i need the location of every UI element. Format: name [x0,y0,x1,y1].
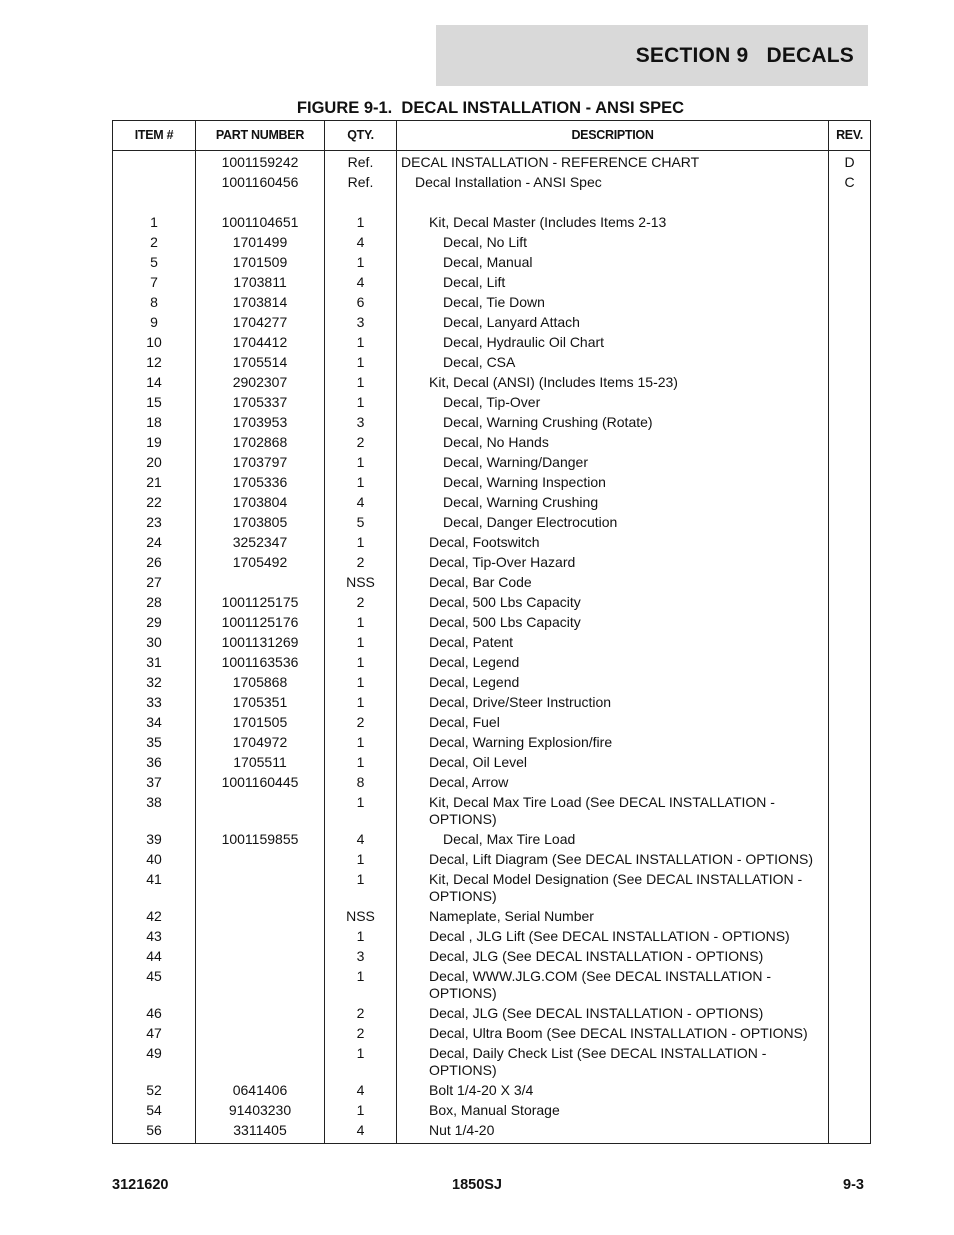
table-row [113,1121,871,1144]
column-header-item: ITEM # [113,121,196,151]
cell-quantity: 6 [325,293,397,313]
cell-revision [829,573,871,593]
cell-quantity: 2 [325,1024,397,1044]
cell-revision [829,907,871,927]
cell-part-number [196,850,325,870]
cell-part-number: 1001159242 [196,151,325,174]
cell-part-number [196,927,325,947]
cell-quantity: 1 [325,693,397,713]
cell-item-number: 38 [113,793,196,830]
table-row [113,1024,871,1044]
cell-description: Kit, Decal Master (Includes Items 2-13 [397,213,829,233]
cell-item-number: 15 [113,393,196,413]
table-row [113,633,871,653]
cell-item-number: 7 [113,273,196,293]
table-row [113,1081,871,1101]
cell-part-number: 1705337 [196,393,325,413]
table-row [113,593,871,613]
column-header-qty: QTY. [325,121,397,151]
cell-part-number: 1001160445 [196,773,325,793]
cell-item-number [113,151,196,174]
cell-description: Decal, Danger Electrocution [397,513,829,533]
cell-revision [829,553,871,573]
cell-revision [829,713,871,733]
cell-quantity: 3 [325,413,397,433]
table-row [113,173,871,193]
cell-part-number [196,193,325,213]
cell-description: Decal, JLG (See DECAL INSTALLATION - OPTIONS) [397,1004,829,1024]
cell-revision [829,593,871,613]
cell-part-number: 1701505 [196,713,325,733]
cell-revision [829,253,871,273]
cell-item-number: 30 [113,633,196,653]
table-row [113,473,871,493]
cell-revision [829,633,871,653]
table-row [113,773,871,793]
cell-part-number [196,573,325,593]
cell-description: Decal, JLG (See DECAL INSTALLATION - OPTIONS) [397,947,829,967]
table-row [113,733,871,753]
cell-description: Decal, Warning Crushing [397,493,829,513]
cell-quantity: 1 [325,850,397,870]
table-row [113,753,871,773]
cell-revision [829,830,871,850]
cell-item-number: 49 [113,1044,196,1081]
cell-revision [829,850,871,870]
table-row [113,573,871,593]
table-row [113,1101,871,1121]
cell-description: Decal, Warning Inspection [397,473,829,493]
column-header-description: DESCRIPTION [397,121,829,151]
cell-quantity: 1 [325,673,397,693]
cell-quantity [325,193,397,213]
cell-part-number [196,1004,325,1024]
cell-revision [829,927,871,947]
cell-quantity: 8 [325,773,397,793]
cell-description: Decal, Tie Down [397,293,829,313]
table-row [113,151,871,174]
cell-description: Decal, Arrow [397,773,829,793]
table-row [113,533,871,553]
cell-revision [829,513,871,533]
table-row [113,713,871,733]
cell-revision [829,293,871,313]
cell-description: Decal, Ultra Boom (See DECAL INSTALLATION - OPTIONS) [397,1024,829,1044]
cell-part-number: 1703953 [196,413,325,433]
cell-revision [829,533,871,553]
table-row [113,453,871,473]
cell-description: Decal, Lift [397,273,829,293]
table-row [113,253,871,273]
table-row [113,927,871,947]
cell-revision [829,1121,871,1144]
column-header-rev: REV. [829,121,871,151]
cell-item-number: 39 [113,830,196,850]
footer-doc-number: 3121620 [112,1177,169,1193]
cell-description: Decal, Warning Explosion/fire [397,733,829,753]
cell-quantity: 2 [325,593,397,613]
table-row [113,613,871,633]
cell-item-number: 47 [113,1024,196,1044]
table-row [113,433,871,453]
table-row [113,553,871,573]
cell-part-number: 1001160456 [196,173,325,193]
cell-part-number: 3311405 [196,1121,325,1144]
cell-part-number: 1705868 [196,673,325,693]
cell-description: Decal, Legend [397,673,829,693]
cell-part-number: 1001104651 [196,213,325,233]
cell-quantity: 1 [325,967,397,1004]
cell-description: Decal, Warning/Danger [397,453,829,473]
cell-item-number: 29 [113,613,196,633]
cell-part-number: 91403230 [196,1101,325,1121]
cell-revision [829,333,871,353]
cell-revision [829,1044,871,1081]
cell-part-number: 1001159855 [196,830,325,850]
table-row [113,313,871,333]
cell-description: Decal, Lanyard Attach [397,313,829,333]
cell-revision: D [829,151,871,174]
cell-quantity: 1 [325,533,397,553]
column-header-part-number: PART NUMBER [196,121,325,151]
cell-description: Decal, Hydraulic Oil Chart [397,333,829,353]
cell-description: Decal Installation - ANSI Spec [397,173,829,193]
cell-item-number: 43 [113,927,196,947]
cell-quantity: 1 [325,927,397,947]
cell-item-number: 33 [113,693,196,713]
cell-description: Decal, Oil Level [397,753,829,773]
cell-revision [829,393,871,413]
cell-part-number: 1703814 [196,293,325,313]
cell-quantity: 1 [325,333,397,353]
cell-quantity: 1 [325,870,397,907]
cell-revision: C [829,173,871,193]
cell-item-number: 54 [113,1101,196,1121]
cell-quantity: 1 [325,633,397,653]
cell-item-number: 10 [113,333,196,353]
cell-revision [829,947,871,967]
cell-part-number [196,1044,325,1081]
cell-quantity: 1 [325,653,397,673]
cell-item-number: 5 [113,253,196,273]
cell-item-number: 31 [113,653,196,673]
cell-item-number: 2 [113,233,196,253]
table-header-row [113,121,871,151]
cell-item-number: 14 [113,373,196,393]
cell-quantity: 2 [325,713,397,733]
cell-part-number: 1705351 [196,693,325,713]
cell-quantity: 4 [325,493,397,513]
cell-quantity: 4 [325,1121,397,1144]
cell-part-number [196,907,325,927]
cell-part-number: 1001125175 [196,593,325,613]
cell-description: Kit, Decal (ANSI) (Includes Items 15-23) [397,373,829,393]
cell-part-number: 1001125176 [196,613,325,633]
cell-item-number: 23 [113,513,196,533]
cell-description: DECAL INSTALLATION - REFERENCE CHART [397,151,829,174]
cell-quantity: 1 [325,473,397,493]
table-row [113,333,871,353]
cell-part-number: 1705514 [196,353,325,373]
cell-revision [829,1101,871,1121]
cell-item-number: 26 [113,553,196,573]
cell-quantity: Ref. [325,173,397,193]
table-row [113,193,871,213]
cell-part-number: 1001131269 [196,633,325,653]
cell-part-number: 1705336 [196,473,325,493]
cell-description: Decal, Manual [397,253,829,273]
cell-description: Decal, Daily Check List (See DECAL INSTALLATION - OPTIONS) [397,1044,829,1081]
cell-description: Bolt 1/4-20 X 3/4 [397,1081,829,1101]
cell-revision [829,193,871,213]
cell-item-number: 40 [113,850,196,870]
cell-part-number [196,947,325,967]
cell-quantity: NSS [325,573,397,593]
cell-item-number: 21 [113,473,196,493]
table-row [113,293,871,313]
cell-quantity: 1 [325,793,397,830]
parts-table [112,120,871,1144]
cell-description: Decal, Tip-Over Hazard [397,553,829,573]
cell-item-number: 37 [113,773,196,793]
cell-revision [829,753,871,773]
cell-quantity: 1 [325,253,397,273]
table-row [113,693,871,713]
cell-part-number: 1703804 [196,493,325,513]
cell-item-number: 35 [113,733,196,753]
cell-revision [829,693,871,713]
cell-description: Box, Manual Storage [397,1101,829,1121]
cell-part-number: 1703811 [196,273,325,293]
cell-item-number: 1 [113,213,196,233]
cell-quantity: 4 [325,233,397,253]
cell-description: Nut 1/4-20 [397,1121,829,1144]
cell-revision [829,793,871,830]
cell-revision [829,493,871,513]
cell-description: Decal, Footswitch [397,533,829,553]
cell-item-number: 28 [113,593,196,613]
table-row [113,213,871,233]
table-row [113,393,871,413]
cell-quantity: 1 [325,453,397,473]
cell-item-number: 20 [113,453,196,473]
cell-revision [829,653,871,673]
cell-item-number: 36 [113,753,196,773]
cell-quantity: 3 [325,313,397,333]
section-banner [436,25,868,86]
cell-description: Decal, Bar Code [397,573,829,593]
cell-part-number: 1705511 [196,753,325,773]
cell-quantity: 1 [325,353,397,373]
cell-quantity: 4 [325,1081,397,1101]
cell-revision [829,1024,871,1044]
cell-part-number: 1704277 [196,313,325,333]
table-row [113,947,871,967]
cell-item-number: 42 [113,907,196,927]
cell-revision [829,373,871,393]
cell-revision [829,213,871,233]
cell-description: Decal, Max Tire Load [397,830,829,850]
cell-description: Decal, Patent [397,633,829,653]
cell-description: Decal, No Lift [397,233,829,253]
cell-revision [829,733,871,753]
table-body [113,151,871,1144]
cell-item-number: 44 [113,947,196,967]
table-row [113,907,871,927]
cell-quantity: 1 [325,613,397,633]
cell-item-number: 19 [113,433,196,453]
cell-quantity: 3 [325,947,397,967]
table-row [113,233,871,253]
cell-item-number: 18 [113,413,196,433]
table-row [113,1004,871,1024]
cell-revision [829,473,871,493]
cell-part-number: 1701499 [196,233,325,253]
cell-quantity: 5 [325,513,397,533]
cell-item-number: 22 [113,493,196,513]
cell-revision [829,673,871,693]
cell-item-number: 32 [113,673,196,693]
cell-part-number: 1704972 [196,733,325,753]
cell-part-number: 1704412 [196,333,325,353]
cell-description: Decal, Lift Diagram (See DECAL INSTALLATION - OPTIONS) [397,850,829,870]
cell-part-number [196,967,325,1004]
table-row [113,850,871,870]
cell-quantity: 2 [325,1004,397,1024]
cell-description [397,193,829,213]
cell-item-number: 34 [113,713,196,733]
cell-part-number: 1701509 [196,253,325,273]
cell-description: Decal, No Hands [397,433,829,453]
cell-quantity: 1 [325,213,397,233]
cell-revision [829,870,871,907]
cell-part-number [196,1024,325,1044]
cell-description: Decal, Legend [397,653,829,673]
cell-part-number: 1705492 [196,553,325,573]
cell-quantity: 4 [325,273,397,293]
cell-item-number: 52 [113,1081,196,1101]
table-row [113,830,871,850]
cell-quantity: 2 [325,433,397,453]
cell-item-number: 8 [113,293,196,313]
cell-revision [829,413,871,433]
cell-description: Decal, Fuel [397,713,829,733]
cell-part-number [196,793,325,830]
cell-description: Kit, Decal Max Tire Load (See DECAL INSTALLATION - OPTIONS) [397,793,829,830]
cell-revision [829,773,871,793]
footer-model: 1850SJ [452,1177,502,1193]
cell-item-number [113,193,196,213]
cell-item-number: 24 [113,533,196,553]
cell-quantity: 1 [325,1044,397,1081]
table-row [113,967,871,1004]
cell-description: Decal , JLG Lift (See DECAL INSTALLATION - OPTIONS) [397,927,829,947]
cell-description: Nameplate, Serial Number [397,907,829,927]
cell-description: Decal, WWW.JLG.COM (See DECAL INSTALLATION - OPTIONS) [397,967,829,1004]
table-row [113,673,871,693]
table-row [113,493,871,513]
cell-quantity: 1 [325,373,397,393]
cell-revision [829,273,871,293]
cell-quantity: 2 [325,553,397,573]
cell-quantity: Ref. [325,151,397,174]
cell-item-number: 9 [113,313,196,333]
table-row [113,793,871,830]
cell-revision [829,967,871,1004]
cell-quantity: 1 [325,733,397,753]
cell-part-number: 0641406 [196,1081,325,1101]
cell-revision [829,233,871,253]
cell-description: Decal, 500 Lbs Capacity [397,613,829,633]
cell-revision [829,1004,871,1024]
cell-part-number: 1702868 [196,433,325,453]
cell-item-number: 27 [113,573,196,593]
cell-quantity: NSS [325,907,397,927]
cell-description: Decal, 500 Lbs Capacity [397,593,829,613]
table-row [113,870,871,907]
cell-revision [829,353,871,373]
cell-item-number: 12 [113,353,196,373]
cell-description: Decal, Tip-Over [397,393,829,413]
cell-part-number: 1703797 [196,453,325,473]
cell-revision [829,313,871,333]
cell-revision [829,1081,871,1101]
cell-item-number: 46 [113,1004,196,1024]
cell-part-number: 1703805 [196,513,325,533]
table-row [113,513,871,533]
cell-quantity: 4 [325,830,397,850]
table-row [113,353,871,373]
cell-quantity: 1 [325,1101,397,1121]
cell-description: Kit, Decal Model Designation (See DECAL INSTALLATION - OPTIONS) [397,870,829,907]
cell-item-number: 56 [113,1121,196,1144]
cell-revision [829,433,871,453]
cell-item-number: 41 [113,870,196,907]
cell-revision [829,613,871,633]
cell-part-number: 3252347 [196,533,325,553]
cell-item-number [113,173,196,193]
table-row [113,373,871,393]
cell-description: Decal, Warning Crushing (Rotate) [397,413,829,433]
figure-title: FIGURE 9-1. DECAL INSTALLATION - ANSI SPEC [296,99,685,117]
cell-quantity: 1 [325,753,397,773]
cell-part-number: 1001163536 [196,653,325,673]
cell-item-number: 45 [113,967,196,1004]
table-row [113,1044,871,1081]
cell-description: Decal, CSA [397,353,829,373]
table-row [113,653,871,673]
table-row [113,273,871,293]
cell-quantity: 1 [325,393,397,413]
cell-revision [829,453,871,473]
section-title: SECTION 9 DECALS [635,43,854,67]
cell-part-number [196,870,325,907]
table-row [113,413,871,433]
cell-part-number: 2902307 [196,373,325,393]
cell-description: Decal, Drive/Steer Instruction [397,693,829,713]
footer-page-number: 9-3 [843,1177,864,1193]
